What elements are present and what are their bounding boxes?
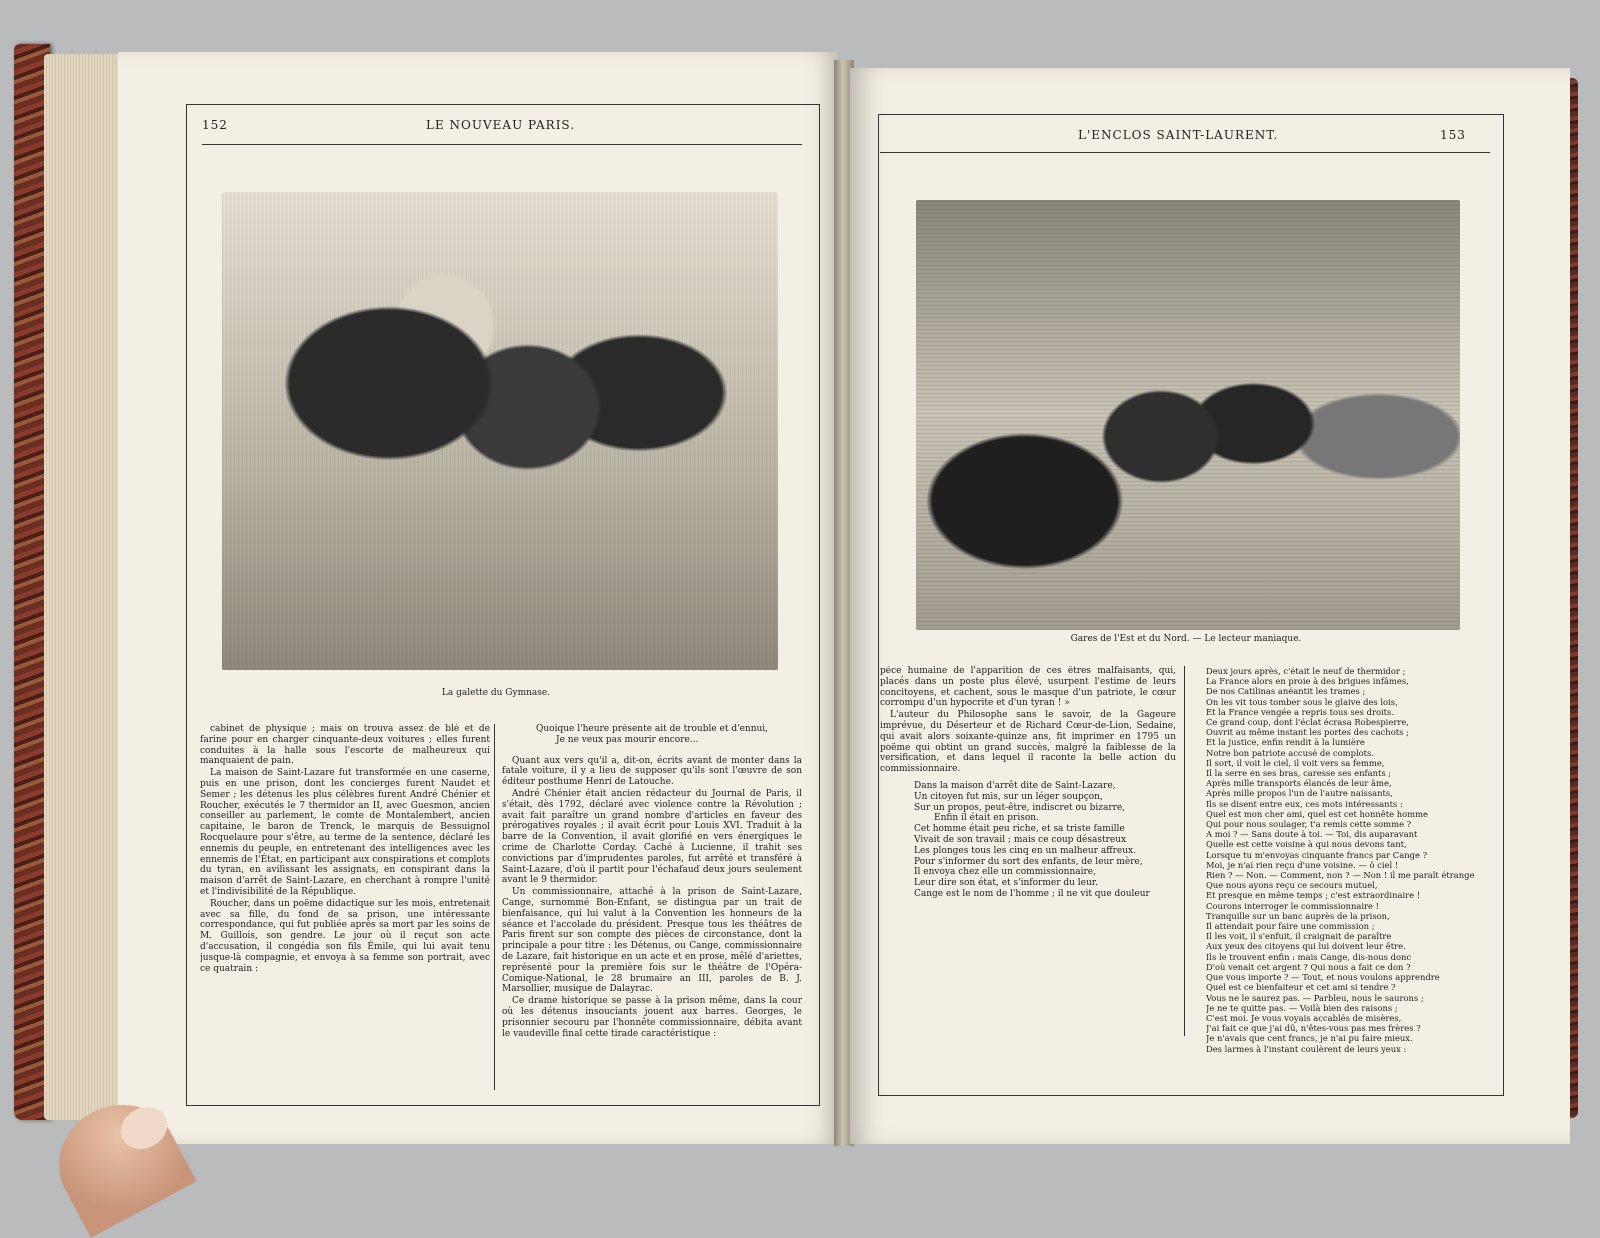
verse-line: Et presque en même temps ; c'est extraordinaire ! <box>1206 890 1421 901</box>
verse-line: Deux jours après, c'était le neuf de thermidor ; <box>1206 666 1406 676</box>
right-page <box>850 68 1570 1144</box>
verse-line: Ils le trouvent enfin : mais Cange, dis-nous donc <box>1206 951 1412 962</box>
verse-line: Ils se disent entre eux, ces mots intéressants : <box>1206 798 1403 809</box>
paragraph: André Chénier était ancien rédacteur du Journal de Paris, il s'était, dès 1792, déclaré avec violence contre la Révolution ; avait fait paraître un grand nombre d'articles en faveur des prérogatives royales ; il avait écrit pour Louis XVI. Traduit à la barre de la Convention, il avait glorifié en vers énergiques le crime de Charlotte Corday. Caché à Lucienne, il trahit ses convictions par d'imprudentes paroles, fut arrêté et transféré à Saint-Lazare, d'où il partit pour l'échafaud deux jours seulement avant le 9 thermidor. <box>502 788 802 886</box>
verse-line: Rien ? — Non. — Comment, non ? — Non ! il me paraît étrange <box>1206 870 1475 881</box>
engraving-galette-du-gymnase <box>222 192 778 670</box>
verse-line: Et la justice, enfin rendit à la lumière <box>1206 737 1365 748</box>
paragraph: Roucher, dans un poëme didactique sur les mois, entretenait avec sa fille, du fond de sa prison, une intéressante correspondance, qui fut publiée après sa mort par les soins de M. Guillois, son gendre. Le jour où il reçut son acte d'accusation, il congédia son fils Émile, qui lui avait tenu jusque-là compagnie, et envoya à sa femme son portrait, avec ce quatrain : <box>200 898 490 974</box>
verse-line: Je ne veux pas mourir encore... <box>556 734 699 745</box>
verse-line: Je n'avais que cent francs, je n'ai pu faire mieux. <box>1206 1033 1413 1044</box>
left-running-head: LE NOUVEAU PARIS. <box>426 118 576 132</box>
right-page-number: 153 <box>1440 128 1466 142</box>
verse-line: Après mille transports élancés de leur âme, <box>1206 778 1392 789</box>
verse-line: A moi ? — Sans doute à toi. — Toi, dis auparavant <box>1206 829 1418 840</box>
verse-line: Lorsque tu m'envoyas cinquante francs par Cange ? <box>1206 849 1428 860</box>
verse-line: Il sort, il voit le ciel, il voit vers sa femme, <box>1206 757 1385 768</box>
right-head-rule <box>880 152 1490 153</box>
verse-line: Cange est le nom de l'homme ; il ne vit que douleur <box>914 888 1150 899</box>
verse-line: La France alors en proie à des brigues infâmes, <box>1206 676 1409 687</box>
verse-line: C'est moi. Je vous voyais accablés de misères, <box>1206 1012 1402 1023</box>
right-column-separator <box>1184 666 1185 1036</box>
paragraph: pèce humaine de l'apparition de ces êtres malfaisants, qui, placés dans un poste plus élevé, usurpent l'estime de leurs concitoyens, et cachent, sous le masque d'un patriote, le cœur corrompu d'un hypocrite et d'un tyran ! » <box>880 666 1176 709</box>
left-column-separator <box>494 724 495 1090</box>
verse-line: Notre bon patriote accusé de complots. <box>1206 747 1374 758</box>
paragraph: La maison de Saint-Lazare fut transformée en une caserne, puis en une prison, dont les concierges furent Naudet et Semer ; les détenus les plus célèbres furent André Chénier et Roucher, exécutés le 7 thermidor an II, avec Guesmon, ancien conseiller au parlement, le comte de Montalembert, ancien capitaine, le baron de Trenck, le marquis de Bessuignol Rocquelaure pour s'être, au terme de la sentence, déclaré les ennemis du peuple, en entretenant des intelligences avec les ennemis de l'État, en participant aux conspirations et complots du tyran, en avilissant les assignats, en conspirant dans la maison d'arrêt de Saint-Lazare, en cherchant à rompre l'unité et l'indivisibilité de la République. <box>200 768 490 897</box>
paragraph: Ce drame historique se passe à la prison même, dans la cour où les détenus insouciants jouent aux barres. Georges, le prisonnier secouru par l'honnête commissionnaire, débita avant le vaudeville final cette tirade caractéristique : <box>502 996 802 1039</box>
verse-line: Il les voit, il s'enfuit, il craignait de paraître <box>1206 931 1392 942</box>
verse-line: D'où venait cet argent ? Qui nous a fait ce don ? <box>1206 961 1411 972</box>
verse-line: Des larmes à l'instant coulèrent de leurs yeux : <box>1206 1043 1407 1054</box>
verse-line: Un citoyen fut mis, sur un léger soupçon, <box>914 791 1103 802</box>
verse-line: Enfin il était en prison. <box>934 813 1039 824</box>
verse-line: Leur dire son état, et s'informer du leur. <box>914 878 1098 889</box>
right-column-1 <box>880 666 1176 1086</box>
left-page <box>118 52 838 1144</box>
verse-line: Et la France vengée a repris tous ses droits. <box>1206 706 1395 717</box>
left-illustration-caption: La galette du Gymnase. <box>441 688 551 698</box>
verse-line: Ce grand coup, dont l'éclat écrasa Robespierre, <box>1206 717 1409 728</box>
verse-line: J'ai fait ce que j'ai dû, n'êtes-vous pas mes frères ? <box>1206 1023 1421 1034</box>
verse-line: Il attendait pour faire une commission ; <box>1206 921 1375 932</box>
verse-line: Quel est ce bienfaiteur et cet ami si tendre ? <box>1206 982 1396 993</box>
verse-line: Ouvrit au même instant les portes des cachots ; <box>1206 727 1409 738</box>
paragraph: Un commissionnaire, attaché à la prison de Saint-Lazare, Cange, surnommé Bon-Enfant, se distingua par un trait de bienfaisance, qui lui valut à la Convention les honneurs de la séance et l'accolade du président. Presque tous les théâtres de Paris firent sur son compte des pièces de circonstance, dont la principale a pour titre : les Détenus, ou Cange, commissionnaire de Lazare, fait historique en un acte et en prose, mêlé d'ariettes, représenté pour la première fois sur le théâtre de l'Opéra-Comique-National, le 28 brumaire an III, paroles de B. J. Marsollier, musique de Dalayrac. <box>502 887 802 995</box>
verse-line: Tranquille sur un banc auprès de la prison, <box>1206 910 1390 921</box>
verse-line: Courons interroger le commissionnaire ! <box>1206 900 1380 911</box>
verse-line: Qui pour nous soulager, t'a remis cette somme ? <box>1206 819 1412 830</box>
left-column-2 <box>502 724 802 1094</box>
right-column-2 <box>1206 666 1496 1086</box>
paragraph: cabinet de physique ; mais on trouva assez de blé et de farine pour en charger cinquante-deux voitures ; elles furent conduites à la halle sous l'escorte de malheureux qui manquaient de pain. <box>200 724 490 767</box>
verse-line: Vous ne le saurez pas. — Parbleu, nous le saurons ; <box>1206 992 1424 1003</box>
verse-line: Je ne te quitte pas. — Voilà bien des raisons ; <box>1206 1002 1398 1013</box>
page-edges <box>44 54 122 1120</box>
verse-line: Il la serre en ses bras, caresse ses enfants ; <box>1206 768 1392 779</box>
paragraph: Quant aux vers qu'il a, dit-on, écrits avant de monter dans la fatale voiture, il y a lieu de supposer qu'ils sont l'œuvre de son éditeur posthume Henri de Latouche. <box>502 755 802 788</box>
verse-line: Moi, je n'ai rien reçu d'une voisine. — ô ciel ! <box>1206 859 1399 870</box>
verse-line: Quel est mon cher ami, quel est cet honnête homme <box>1206 808 1428 819</box>
left-column-1 <box>200 724 490 1094</box>
left-page-number: 152 <box>202 118 228 132</box>
verse-line: Quelle est cette voisine à qui nous devons tant, <box>1206 839 1407 850</box>
verse-line: Après mille propos l'un de l'autre naissants, <box>1206 788 1393 799</box>
verse-line: Vivait de son travail ; mais ce coup désastreux <box>914 834 1127 845</box>
left-head-rule <box>202 144 802 145</box>
poem-block <box>880 781 1176 900</box>
verse-line: Que vous importe ? — Tout, et nous voulons apprendre <box>1206 972 1440 983</box>
verse-line: Cet homme était peu riche, et sa triste famille <box>914 824 1125 835</box>
verse-line: Sur un propos, peut-être, indiscret ou bizarre, <box>914 802 1126 813</box>
paragraph: L'auteur du Philosophe sans le savoir, de la Gageure imprévue, du Déserteur et de Richard Cœur-de-Lion, Sedaine, qui avait alors soixante-quinze ans, fit imprimer en 1795 un poëme qui obtint un grand succès, malgré la faiblesse de la versification, et dans lequel il raconte la belle action du commissionnaire. <box>880 710 1176 775</box>
verse-line: Il envoya chez elle un commissionnaire, <box>914 867 1096 878</box>
verse-line: Pour s'informer du sort des enfants, de leur mère, <box>914 856 1143 867</box>
verse-line: On les vit tous tomber sous le glaive des lois, <box>1206 696 1398 707</box>
right-running-head: L'ENCLOS SAINT-LAURENT. <box>1078 128 1279 142</box>
verse-line: De nos Catilinas anéantit les trames ; <box>1206 686 1366 697</box>
engraving-lecteur-maniaque <box>916 200 1460 630</box>
right-illustration-caption: Gares de l'Est et du Nord. — Le lecteur maniaque. <box>1070 634 1302 644</box>
verse-line: Aux yeux des citoyens qui lui doivent leur être. <box>1206 941 1406 952</box>
verse-line: Les plonges tous les cinq en un malheur affreux. <box>914 845 1136 856</box>
verse-line: Quoique l'heure présente ait de trouble et d'ennui, <box>536 724 769 734</box>
verse-line: Que nous ayons reçu ce secours mutuel, <box>1206 880 1378 891</box>
verse-line: Dans la maison d'arrêt dite de Saint-Lazare, <box>914 780 1116 791</box>
